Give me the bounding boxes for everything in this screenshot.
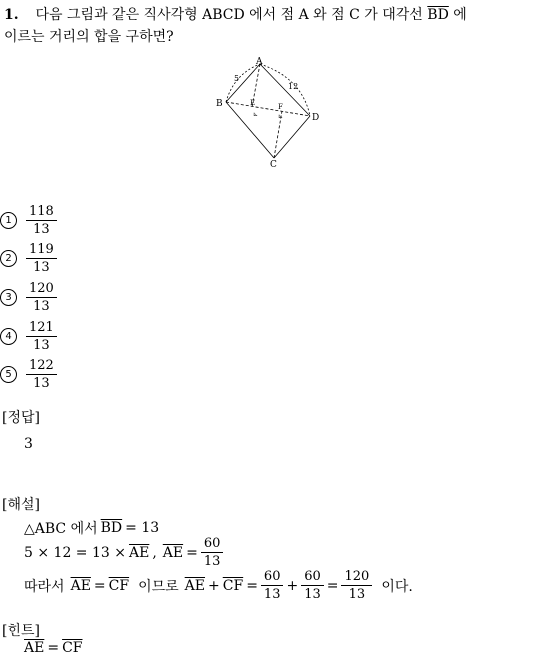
- label-d: D: [312, 113, 320, 123]
- fraction-ae: $\frac{60}{13}$: [201, 536, 224, 569]
- fraction-1: $\frac{60}{13}$: [261, 569, 284, 602]
- answer-value: 3: [24, 436, 33, 452]
- length-ab: 5: [234, 74, 240, 83]
- diagonal-bd: [226, 102, 310, 116]
- label-b: B: [216, 99, 223, 109]
- choice-5[interactable]: [0, 358, 57, 391]
- label-f: F: [278, 103, 283, 111]
- hint-line: $\overline{AE}$ = $\overline{CF}$: [24, 640, 83, 656]
- choice-4[interactable]: [0, 320, 57, 353]
- choice-fraction-1: $\frac{118}{13}$: [26, 204, 57, 237]
- segment-ae: $\overline{AE}$: [184, 577, 206, 594]
- choice-fraction-3: $\frac{120}{13}$: [26, 281, 57, 314]
- side-cd: [274, 116, 310, 158]
- explanation-line-2: 5 × 12 = 13 × $\overline{AE}$ , $\overline{AE}$ = $\frac{60}{13}$: [24, 536, 226, 569]
- answer-header: [정답]: [2, 410, 40, 426]
- label-a: A: [256, 57, 263, 67]
- question-text-1-end: 에: [453, 7, 467, 23]
- segment-cf: $\overline{CF}$: [62, 640, 83, 656]
- choice-mark-4: 4: [0, 328, 17, 345]
- question-line-2: 이르는 거리의 합을 구하면?: [4, 29, 174, 45]
- segment-ae: $\overline{AE}$: [162, 544, 184, 561]
- choice-3[interactable]: [0, 281, 57, 314]
- fraction-2: $\frac{60}{13}$: [301, 569, 324, 602]
- question-line-1: [4, 4, 467, 24]
- choice-mark-2: 2: [0, 250, 17, 267]
- segment-ae: $\overline{AE}$: [128, 544, 150, 561]
- question-text-1: 다음 그림과 같은 직사각형 ABCD 에서 점 A 와 점 C 가 대각선: [35, 7, 423, 23]
- explanation-header: [해설]: [2, 497, 40, 513]
- choice-fraction-5: $\frac{122}{13}$: [26, 358, 57, 391]
- segment-bd: $\overline{BD}$: [427, 7, 449, 23]
- explanation-line-3: 따라서 $\overline{AE}$ = $\overline{CF}$ 이므로 $\overline{AE}$ + $\overline{CF}$ = $\frac{60}{13}$ + $\frac{60}{13}$ = $\frac{120}{13}$ 이다.: [24, 569, 413, 602]
- right-angle-f: ⊾: [278, 113, 284, 120]
- explanation-line-1: △ABC 에서 $\overline{BD}$ = 13: [24, 520, 160, 537]
- segment-bd: $\overline{BD}$: [100, 520, 123, 536]
- question-number: 1.: [4, 7, 19, 23]
- label-c: C: [270, 160, 277, 168]
- side-ab: [226, 64, 260, 102]
- choice-fraction-2: $\frac{119}{13}$: [26, 242, 57, 275]
- side-ad: [260, 64, 310, 116]
- choice-2[interactable]: [0, 242, 57, 275]
- label-e: E: [250, 99, 256, 107]
- right-angle-e: ⊾: [253, 111, 259, 118]
- choice-mark-1: 1: [0, 212, 17, 229]
- segment-cf: $\overline{CF}$: [222, 577, 244, 594]
- choice-mark-5: 5: [0, 366, 17, 383]
- length-ad: 12: [288, 82, 299, 91]
- segment-cf: $\overline{CF}$: [108, 577, 130, 594]
- side-bc: [226, 102, 274, 158]
- fraction-3: $\frac{120}{13}$: [341, 569, 372, 602]
- choice-1[interactable]: [0, 204, 57, 237]
- hint-header: [힌트]: [2, 623, 40, 639]
- segment-ae: $\overline{AE}$: [24, 640, 45, 656]
- choice-mark-3: 3: [0, 289, 17, 306]
- rectangle-figure: [210, 56, 330, 168]
- segment-ae: $\overline{AE}$: [70, 577, 91, 594]
- choice-fraction-4: $\frac{121}{13}$: [26, 320, 57, 353]
